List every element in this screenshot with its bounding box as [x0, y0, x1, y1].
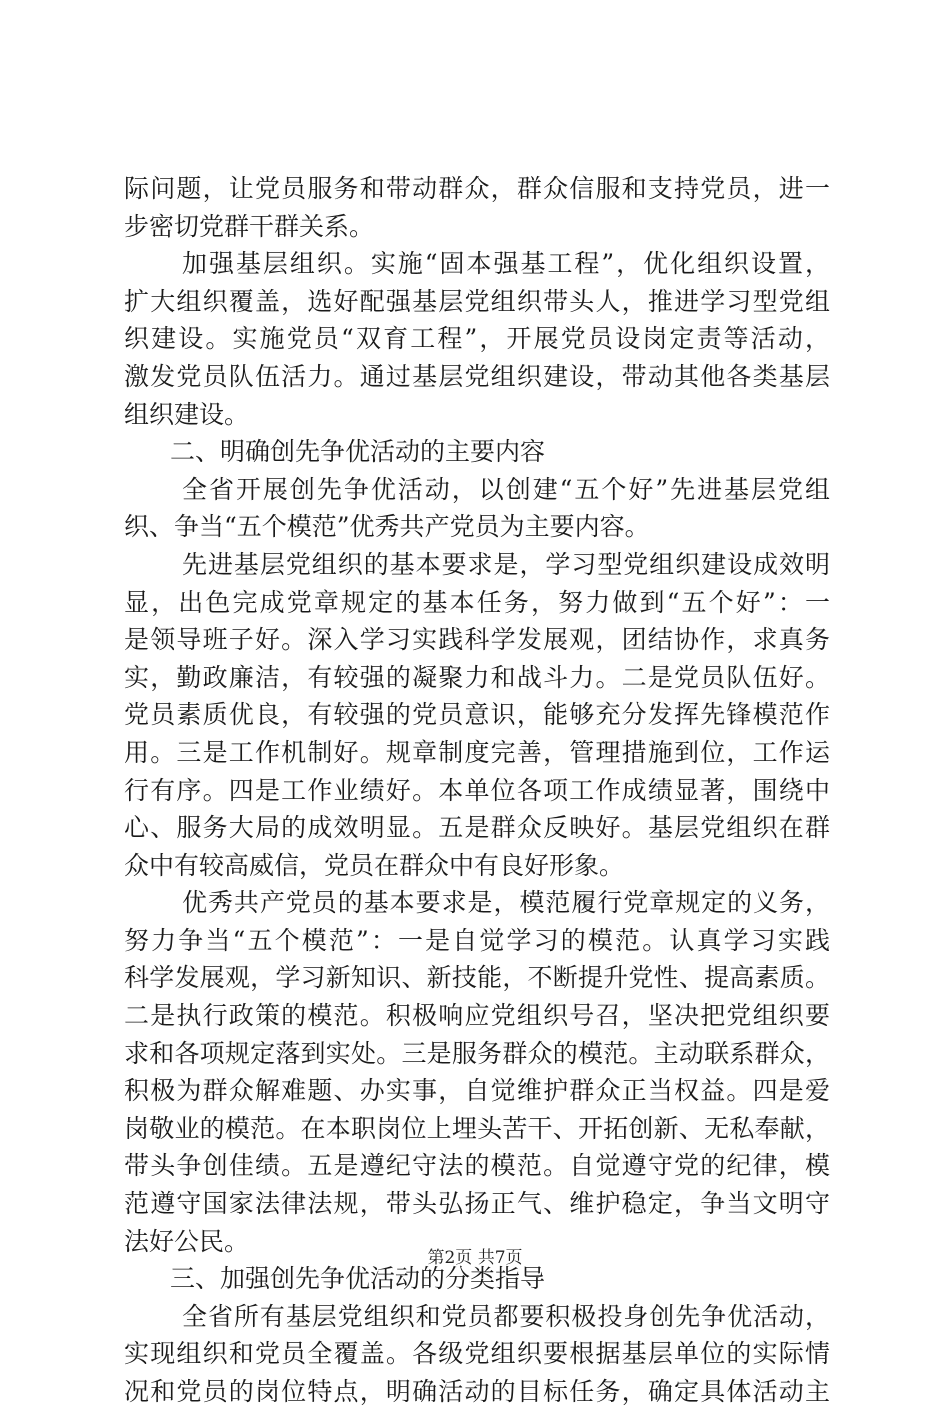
paragraph-line: 行有序。四是工作业绩好。本单位各项工作成绩显著，围绕中 [124, 775, 830, 805]
paragraph-line: 步密切党群干群关系。 [124, 211, 375, 241]
paragraph-line: 范遵守国家法律法规，带头弘扬正气、维护稳定，争当文明守 [124, 1189, 830, 1219]
paragraph-line: 实现组织和党员全覆盖。各级党组织要根据基层单位的实际情 [124, 1339, 830, 1369]
paragraph-line: 全省所有基层党组织和党员都要积极投身创先争优活动， [182, 1301, 830, 1331]
paragraph-line: 织建设。实施党员“双育工程”，开展党员设岗定责等活动， [124, 324, 830, 354]
paragraph-line: 岗敬业的模范。在本职岗位上埋头苦干、开拓创新、无私奉献， [124, 1113, 830, 1143]
paragraph-line: 实，勤政廉洁，有较强的凝聚力和战斗力。二是党员队伍好。 [124, 662, 830, 692]
paragraph-line: 科学发展观，学习新知识、新技能，不断提升党性、提高素质。 [124, 963, 830, 993]
paragraph-line: 际问题，让党员服务和带动群众，群众信服和支持党员，进一 [124, 174, 830, 203]
paragraph-line: 党员素质优良，有较强的党员意识，能够充分发挥先锋模范作 [124, 700, 830, 730]
paragraph-line: 努力争当“五个模范”：一是自觉学习的模范。认真学习实践 [124, 925, 830, 955]
paragraph-line: 先进基层党组织的基本要求是，学习型党组织建设成效明 [182, 549, 830, 579]
body-text [124, 170, 830, 1411]
page-number-footer: 第2页 共7页 [427, 1248, 523, 1268]
paragraph-line: 显，出色完成党章规定的基本任务，努力做到“五个好”：一 [124, 587, 830, 617]
paragraph-line: 积极为群众解难题、办实事，自觉维护群众正当权益。四是爱 [124, 1076, 830, 1106]
section-heading-line: 二、明确创先争优活动的主要内容 [170, 437, 546, 467]
paragraph-line: 众中有较高威信，党员在群众中有良好形象。 [124, 850, 625, 880]
paragraph-line: 求和各项规定落到实处。三是服务群众的模范。主动联系群众， [124, 1038, 830, 1068]
paragraph-line: 扩大组织覆盖，选好配强基层党组织带头人，推进学习型党组 [124, 286, 830, 316]
paragraph-line: 激发党员队伍活力。通过基层党组织建设，带动其他各类基层 [124, 361, 830, 391]
paragraph-line: 况和党员的岗位特点，明确活动的目标任务，确定具体活动主 [124, 1377, 830, 1406]
paragraph-line: 用。三是工作机制好。规章制度完善，管理措施到位，工作运 [124, 737, 830, 767]
paragraph-line: 加强基层组织。实施“固本强基工程”，优化组织设置， [182, 249, 830, 279]
paragraph-line: 组织建设。 [124, 399, 250, 429]
paragraph-line: 织、争当“五个模范”优秀共产党员为主要内容。 [124, 512, 650, 542]
paragraph-line: 是领导班子好。深入学习实践科学发展观，团结协作，求真务 [124, 625, 830, 655]
paragraph-line: 心、服务大局的成效明显。五是群众反映好。基层党组织在群 [124, 813, 830, 843]
paragraph-line: 带头争创佳绩。五是遵纪守法的模范。自觉遵守党的纪律，模 [124, 1151, 830, 1181]
paragraph-line: 二是执行政策的模范。积极响应党组织号召，坚决把党组织要 [124, 1001, 830, 1031]
paragraph-line: 优秀共产党员的基本要求是，模范履行党章规定的义务， [182, 888, 830, 918]
paragraph-line: 全省开展创先争优活动，以创建“五个好”先进基层党组 [182, 474, 830, 504]
section-heading-line: 三、加强创先争优活动的分类指导 [170, 1264, 546, 1294]
paragraph-line: 法好公民。 [124, 1226, 250, 1256]
